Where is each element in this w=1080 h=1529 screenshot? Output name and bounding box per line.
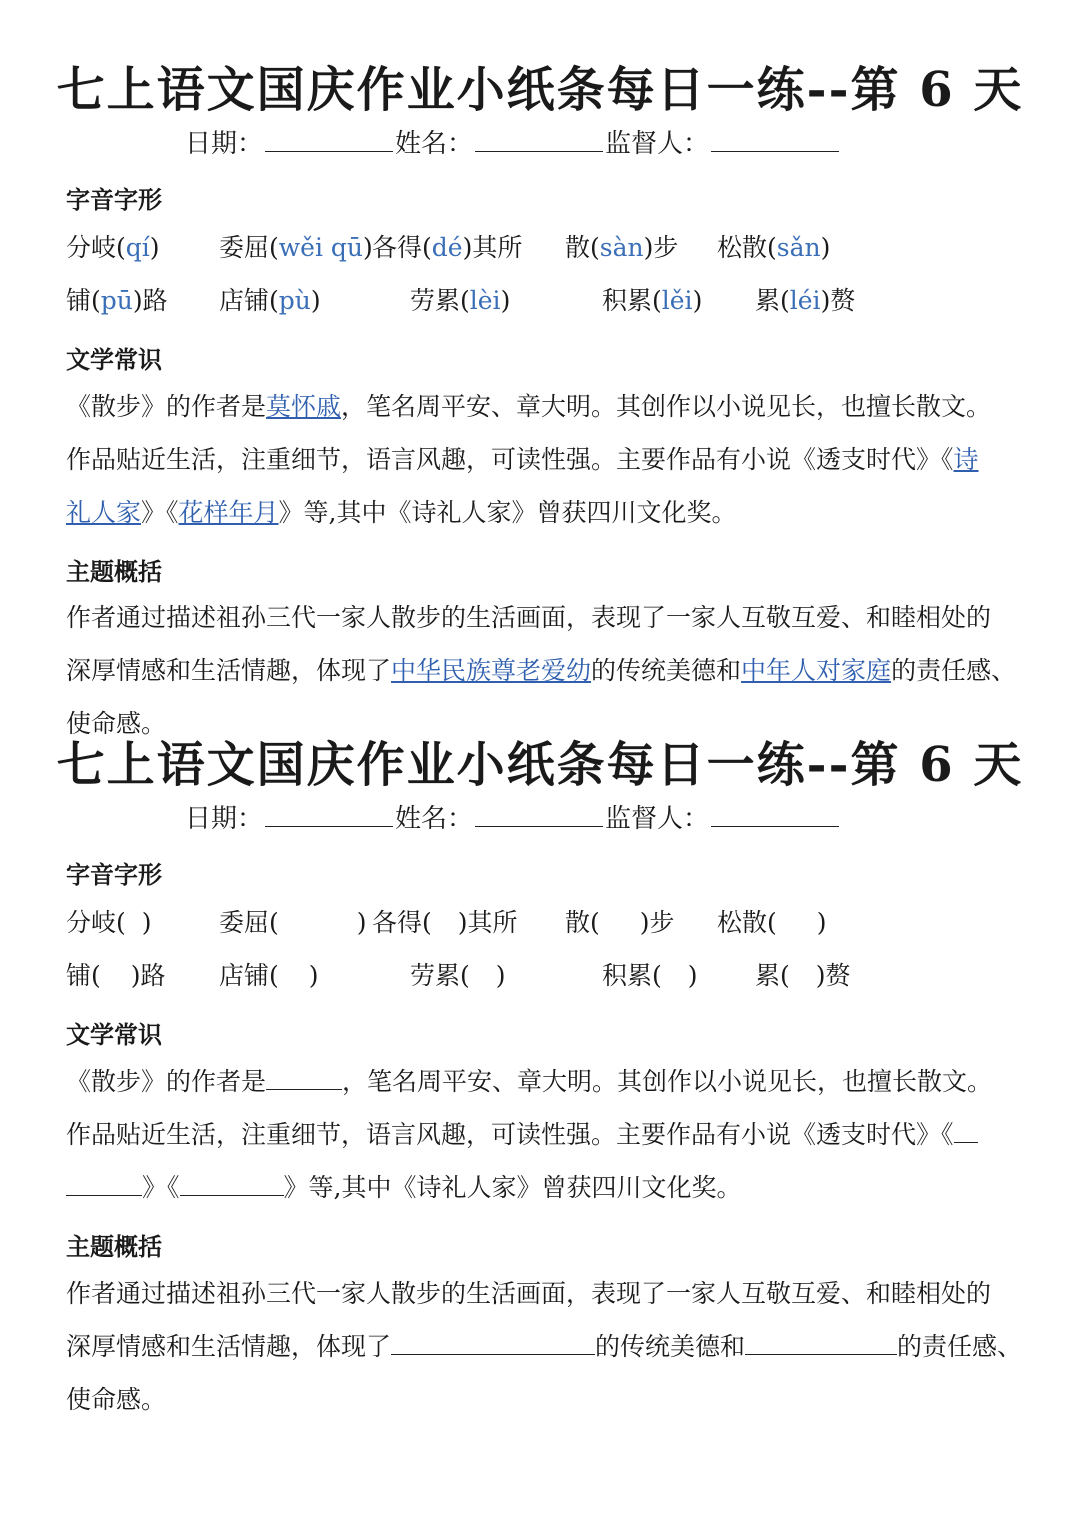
answer-virtue: 中华民族尊老爱幼: [391, 656, 592, 685]
section-heading-pinyin: 字音字形: [66, 185, 162, 214]
pinyin-row: [0, 903, 1080, 943]
pinyin-item: 累(léi)赘: [755, 286, 856, 315]
theme-line: 使命感。: [66, 709, 167, 738]
theme-line: 作者通过描述祖孙三代一家人散步的生活画面，表现了一家人互敬互爱、和睦相处的: [66, 603, 992, 632]
meta-line: [185, 799, 841, 839]
name-blank[interactable]: [475, 125, 603, 152]
answer-work1: 诗: [953, 445, 979, 474]
pinyin-row: [0, 228, 1080, 268]
pinyin-item: 劳累(lèi): [410, 286, 511, 315]
literature-line: 作品贴近生活，注重细节，语言风趣，可读性强。主要作品有小说《透支时代》《诗: [66, 445, 979, 474]
section-heading-literature: 文学常识: [66, 1020, 162, 1049]
theme-line: 使命感。: [66, 1385, 167, 1414]
pinyin-item[interactable]: 分岐( ): [66, 908, 152, 937]
page-title: 七上语文国庆作业小纸条每日一练--第 6 天: [56, 62, 1024, 118]
answer-work2: 花样年月: [178, 498, 279, 527]
pinyin-item[interactable]: 松散( ): [717, 908, 827, 937]
pinyin-answer: qí: [125, 233, 150, 262]
pinyin-item: 店铺(pù): [219, 286, 321, 315]
literature-line: 《散步》的作者是莫怀戚，笔名周平安、章大明。其创作以小说见长，也擅长散文。: [66, 392, 992, 421]
pinyin-row: [0, 956, 1080, 996]
pinyin-answer: dé: [431, 233, 463, 262]
date-blank[interactable]: [265, 125, 393, 152]
pinyin-answer: pū: [100, 286, 133, 315]
pinyin-item: 积累(lěi): [602, 286, 703, 315]
pinyin-item: 松散(sǎn): [717, 233, 831, 262]
section-heading-theme: 主题概括: [66, 557, 162, 586]
pinyin-item: 各得(dé)其所: [372, 233, 523, 262]
date-blank[interactable]: [265, 800, 393, 827]
date-label: 日期：: [185, 129, 264, 159]
pinyin-item[interactable]: 劳累( ): [410, 961, 506, 990]
literature-line: 作品贴近生活，注重细节，语言风趣，可读性强。主要作品有小说《透支时代》《: [66, 1115, 978, 1155]
section-heading-literature: 文学常识: [66, 345, 162, 374]
name-label: 姓名：: [395, 804, 474, 834]
pinyin-item: 散(sàn)步: [565, 233, 679, 262]
pinyin-item[interactable]: 散( )步: [565, 908, 675, 937]
answer-responsibility: 中年人对家庭: [741, 656, 892, 685]
answer-author: 莫怀戚: [266, 392, 342, 421]
section-heading-pinyin: 字音字形: [66, 860, 162, 889]
pinyin-answer: wěi qū: [278, 233, 364, 262]
work1-blank[interactable]: [954, 1120, 978, 1143]
pinyin-item[interactable]: 店铺( ): [219, 961, 319, 990]
pinyin-item: 铺(pū)路: [66, 286, 168, 315]
pinyin-item: 分岐(qí): [66, 233, 160, 262]
pinyin-item: 委屈(wěi qū): [219, 233, 373, 262]
pinyin-answer: sàn: [599, 233, 644, 262]
pinyin-row: [0, 281, 1080, 321]
virtue-blank[interactable]: [391, 1332, 595, 1355]
pinyin-answer: lěi: [661, 286, 693, 315]
meta-line: [185, 124, 841, 164]
name-label: 姓名：: [395, 129, 474, 159]
answer-work1: 礼人家: [66, 498, 142, 527]
supervisor-blank[interactable]: [711, 125, 839, 152]
pinyin-answer: léi: [789, 286, 821, 315]
responsibility-blank[interactable]: [745, 1332, 897, 1355]
supervisor-label: 监督人：: [605, 129, 710, 159]
page-title: 七上语文国庆作业小纸条每日一练--第 6 天: [56, 737, 1024, 793]
author-blank[interactable]: [266, 1067, 342, 1090]
name-blank[interactable]: [475, 800, 603, 827]
work2-blank[interactable]: [180, 1173, 284, 1196]
section-heading-theme: 主题概括: [66, 1232, 162, 1261]
pinyin-item[interactable]: 累( )赘: [755, 961, 851, 990]
pinyin-answer: sǎn: [776, 233, 821, 262]
literature-line: 礼人家》《花样年月》等,其中《诗礼人家》曾获四川文化奖。: [66, 498, 737, 527]
literature-line: 《散步》的作者是 ，笔名周平安、章大明。其创作以小说见长，也擅长散文。: [66, 1067, 993, 1096]
pinyin-answer: lèi: [469, 286, 501, 315]
supervisor-blank[interactable]: [711, 800, 839, 827]
work1-blank[interactable]: [66, 1173, 142, 1196]
pinyin-answer: pù: [278, 286, 311, 315]
theme-line: 深厚情感和生活情趣，体现了 的传统美德和 的责任感、: [66, 1332, 1023, 1361]
date-label: 日期：: [185, 804, 264, 834]
supervisor-label: 监督人：: [605, 804, 710, 834]
pinyin-item[interactable]: 铺( )路: [66, 961, 166, 990]
literature-line: 》《 》等,其中《诗礼人家》曾获四川文化奖。: [66, 1168, 741, 1208]
theme-line: 作者通过描述祖孙三代一家人散步的生活画面，表现了一家人互敬互爱、和睦相处的: [66, 1279, 992, 1308]
pinyin-item[interactable]: 各得( )其所: [372, 908, 518, 937]
pinyin-item[interactable]: 委屈( ): [219, 908, 367, 937]
theme-line: 深厚情感和生活情趣，体现了中华民族尊老爱幼的传统美德和中年人对家庭的责任感、: [66, 656, 1017, 685]
pinyin-item[interactable]: 积累( ): [602, 961, 698, 990]
